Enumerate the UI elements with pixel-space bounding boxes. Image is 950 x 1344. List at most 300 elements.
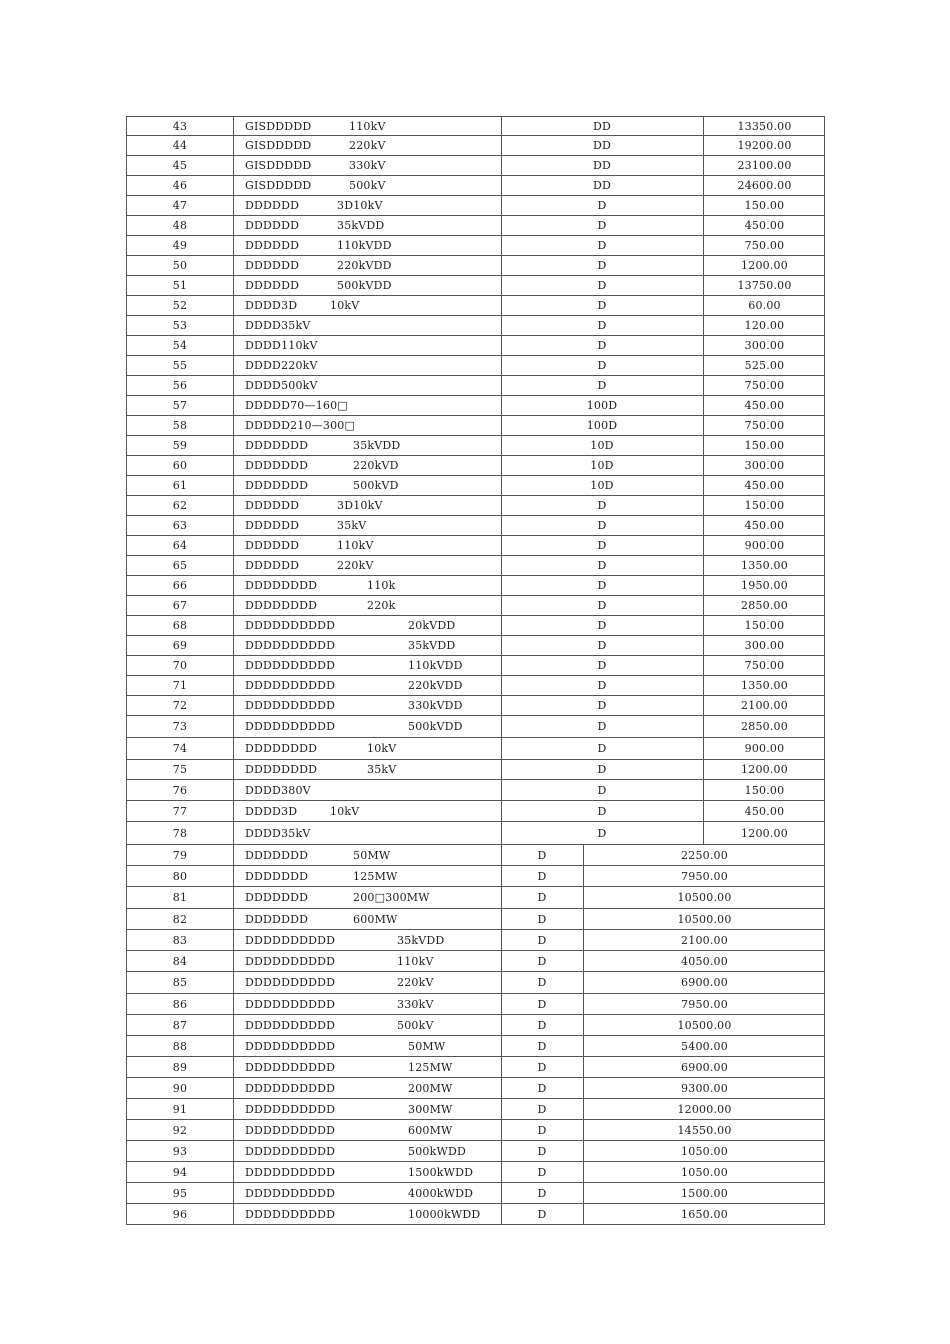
row-number: 92 <box>172 1123 188 1137</box>
row-number: 53 <box>172 319 188 332</box>
item-unit: D <box>537 912 547 926</box>
item-spec: 35kVDD <box>337 219 385 232</box>
table-row <box>126 1036 825 1057</box>
item-name: DDDDDD <box>245 239 300 252</box>
item-unit: D <box>537 933 547 947</box>
item-name: DDDDDDD <box>245 912 309 926</box>
table-row <box>126 1015 825 1036</box>
column-divider <box>233 636 234 655</box>
table-row <box>126 1120 825 1141</box>
row-number: 48 <box>172 219 188 232</box>
item-spec: 200□300MW <box>353 891 430 904</box>
item-name: DDDDDDDDDD <box>245 1102 336 1116</box>
item-spec: 35kVDD <box>353 439 401 452</box>
item-price: 6900.00 <box>681 1060 728 1074</box>
column-divider <box>233 909 234 929</box>
column-divider <box>233 1141 234 1161</box>
row-number: 93 <box>172 1144 188 1158</box>
item-spec: 300MW <box>408 1102 453 1116</box>
row-number: 44 <box>172 139 188 152</box>
column-divider <box>233 1015 234 1035</box>
column-divider <box>233 1162 234 1182</box>
column-divider <box>233 196 234 215</box>
item-unit: D <box>597 299 607 312</box>
item-unit: D <box>597 763 607 776</box>
row-number: 62 <box>172 499 188 512</box>
item-name: DDDDDD <box>245 199 300 212</box>
item-spec: 500kVDD <box>337 279 392 292</box>
table-row <box>126 296 825 316</box>
price-table <box>126 116 825 1225</box>
item-spec: 110kV <box>349 119 386 133</box>
item-unit: 100D <box>586 399 618 412</box>
item-spec: 220kV <box>397 976 434 989</box>
row-number: 47 <box>172 199 188 212</box>
row-number: 80 <box>172 869 188 883</box>
table-row <box>126 356 825 376</box>
column-divider <box>233 716 234 737</box>
row-number: 76 <box>172 783 188 797</box>
table-row <box>126 1183 825 1204</box>
item-unit: D <box>537 1123 547 1137</box>
column-divider <box>233 656 234 675</box>
item-name: DDDDDDDDDD <box>245 619 336 632</box>
item-unit: D <box>597 559 607 572</box>
column-divider <box>233 396 234 415</box>
item-name: DDDD3D <box>245 299 298 312</box>
table-row <box>126 716 825 738</box>
item-unit: D <box>597 239 607 252</box>
item-name: DDDD380V <box>245 783 311 797</box>
table-row <box>126 376 825 396</box>
item-price: 2250.00 <box>681 848 728 862</box>
item-price: 9300.00 <box>681 1081 728 1095</box>
item-unit: D <box>597 599 607 612</box>
item-spec: 3D10kV <box>337 499 383 512</box>
column-divider <box>233 536 234 555</box>
item-unit: D <box>537 997 547 1011</box>
table-row <box>126 196 825 216</box>
row-number: 86 <box>172 997 188 1011</box>
column-divider <box>233 1204 234 1224</box>
item-name: DDDD35kV <box>245 826 311 840</box>
table-row <box>126 576 825 596</box>
column-divider <box>233 316 234 335</box>
item-name: DDDDD70—160□ <box>245 399 348 412</box>
item-spec: 125MW <box>408 1060 453 1074</box>
item-spec: 330kVDD <box>408 699 463 712</box>
column-divider <box>233 738 234 759</box>
item-unit: D <box>537 1060 547 1074</box>
row-number: 73 <box>172 720 188 733</box>
item-unit: DD <box>592 179 612 192</box>
table-row <box>126 1141 825 1162</box>
item-price: 750.00 <box>744 659 785 672</box>
item-spec: 500kVDD <box>408 720 463 733</box>
item-spec: 110k <box>367 579 396 592</box>
item-price: 150.00 <box>744 439 785 452</box>
row-number: 90 <box>172 1081 188 1095</box>
item-price: 525.00 <box>744 359 785 372</box>
item-name: DDDDDD <box>245 519 300 532</box>
item-price: 13750.00 <box>737 279 792 292</box>
table-row <box>126 1099 825 1120</box>
column-divider <box>233 801 234 821</box>
item-unit: DD <box>592 159 612 172</box>
table-row <box>126 1162 825 1183</box>
item-price: 750.00 <box>744 419 785 432</box>
row-number: 69 <box>172 639 188 652</box>
row-number: 67 <box>172 599 188 612</box>
item-spec: 4000kWDD <box>408 1186 474 1200</box>
table-row <box>126 436 825 456</box>
row-number: 64 <box>172 539 188 552</box>
item-unit: D <box>597 619 607 632</box>
item-unit: D <box>597 783 607 797</box>
item-price: 900.00 <box>744 539 785 552</box>
item-name: GISDDDDD <box>245 119 312 133</box>
table-row <box>126 456 825 476</box>
item-name: DDDDDDDDDD <box>245 954 336 968</box>
table-row <box>126 951 825 972</box>
item-name: DDDDDDD <box>245 848 309 862</box>
table-row <box>126 1078 825 1099</box>
column-divider <box>233 994 234 1014</box>
column-divider <box>233 1183 234 1203</box>
item-price: 300.00 <box>744 339 785 352</box>
column-divider <box>233 596 234 615</box>
item-price: 900.00 <box>744 742 785 755</box>
column-divider <box>233 1078 234 1098</box>
table-row <box>126 476 825 496</box>
row-number: 56 <box>172 379 188 392</box>
item-spec: 500kWDD <box>408 1144 467 1158</box>
item-spec: 330kV <box>349 159 386 172</box>
item-price: 150.00 <box>744 499 785 512</box>
item-unit: D <box>597 699 607 712</box>
item-spec: 220kV <box>337 559 374 572</box>
item-name: DDDD3D <box>245 804 298 818</box>
item-unit: D <box>537 1144 547 1158</box>
item-unit: D <box>537 869 547 883</box>
item-unit: D <box>597 826 607 840</box>
column-divider <box>233 416 234 435</box>
column-divider <box>233 845 234 865</box>
item-name: DDDDDD <box>245 259 300 272</box>
row-number: 81 <box>172 891 188 904</box>
table-row <box>126 972 825 994</box>
item-name: DDDDDD <box>245 499 300 512</box>
item-price: 13350.00 <box>737 119 792 133</box>
item-price: 1650.00 <box>681 1207 728 1221</box>
item-unit: D <box>597 804 607 818</box>
item-price: 300.00 <box>744 459 785 472</box>
table-row <box>126 216 825 236</box>
table-row <box>126 596 825 616</box>
column-divider <box>233 276 234 295</box>
item-name: DDDDDDDDDD <box>245 1123 336 1137</box>
item-unit: D <box>597 579 607 592</box>
item-name: DDDDDDD <box>245 439 309 452</box>
row-number: 52 <box>172 299 188 312</box>
row-number: 83 <box>172 933 188 947</box>
item-price: 5400.00 <box>681 1039 728 1053</box>
item-name: DDDDDDDDDD <box>245 699 336 712</box>
item-name: DDDDDDDD <box>245 742 318 755</box>
row-number: 82 <box>172 912 188 926</box>
row-number: 85 <box>172 976 188 989</box>
item-unit: D <box>597 720 607 733</box>
row-number: 46 <box>172 179 188 192</box>
item-price: 7950.00 <box>681 997 728 1011</box>
table-row <box>126 845 825 866</box>
column-divider <box>233 496 234 515</box>
item-price: 2850.00 <box>741 720 788 733</box>
item-price: 10500.00 <box>677 1018 732 1032</box>
item-name: DDDD35kV <box>245 319 311 332</box>
row-number: 94 <box>172 1165 188 1179</box>
item-spec: 110kV <box>397 954 434 968</box>
item-name: DDDDDDD <box>245 891 309 904</box>
item-unit: D <box>597 219 607 232</box>
item-name: DDDDDDDDDD <box>245 1207 336 1221</box>
item-price: 450.00 <box>744 519 785 532</box>
column-divider <box>233 516 234 535</box>
item-unit: D <box>597 679 607 692</box>
item-price: 23100.00 <box>737 159 792 172</box>
row-number: 43 <box>172 119 188 133</box>
item-unit: DD <box>592 139 612 152</box>
column-divider <box>233 951 234 971</box>
item-price: 1950.00 <box>741 579 788 592</box>
item-spec: 20kVDD <box>408 619 456 632</box>
item-spec: 35kV <box>337 519 367 532</box>
table-row <box>126 136 825 156</box>
item-name: DDDDDD <box>245 279 300 292</box>
item-price: 1500.00 <box>681 1186 728 1200</box>
item-spec: 50MW <box>408 1039 446 1053</box>
row-number: 79 <box>172 848 188 862</box>
item-unit: D <box>537 1081 547 1095</box>
item-name: DDDDDD <box>245 219 300 232</box>
item-spec: 3D10kV <box>337 199 383 212</box>
column-divider <box>233 760 234 779</box>
item-name: DDDDDDDD <box>245 599 318 612</box>
table-row <box>126 676 825 696</box>
item-spec: 600MW <box>353 912 398 926</box>
item-price: 1050.00 <box>681 1165 728 1179</box>
table-row <box>126 496 825 516</box>
item-price: 450.00 <box>744 804 785 818</box>
item-name: DDDDDDDDDD <box>245 976 336 989</box>
row-number: 66 <box>172 579 188 592</box>
item-unit: D <box>597 379 607 392</box>
item-name: DDDDDD <box>245 539 300 552</box>
item-name: DDDDDD <box>245 559 300 572</box>
row-number: 96 <box>172 1207 188 1221</box>
column-divider <box>233 436 234 455</box>
item-name: DDDDDDDDDD <box>245 1144 336 1158</box>
table-row <box>126 556 825 576</box>
item-price: 10500.00 <box>677 891 732 904</box>
table-row <box>126 516 825 536</box>
item-unit: D <box>537 1102 547 1116</box>
item-name: DDDDD210—300□ <box>245 419 356 432</box>
item-name: DDDD220kV <box>245 359 318 372</box>
item-unit: D <box>597 519 607 532</box>
row-number: 63 <box>172 519 188 532</box>
column-divider <box>233 456 234 475</box>
item-price: 24600.00 <box>737 179 792 192</box>
row-number: 54 <box>172 339 188 352</box>
item-price: 150.00 <box>744 783 785 797</box>
column-divider <box>233 336 234 355</box>
item-spec: 10kV <box>367 742 397 755</box>
column-divider <box>233 930 234 950</box>
row-number: 59 <box>172 439 188 452</box>
item-price: 1050.00 <box>681 1144 728 1158</box>
item-name: DDDDDDDDDD <box>245 720 336 733</box>
table-row <box>126 801 825 822</box>
column-divider <box>233 176 234 195</box>
item-name: DDDDDDDDDD <box>245 1081 336 1095</box>
table-row <box>126 416 825 436</box>
item-unit: 10D <box>590 459 614 472</box>
item-spec: 500kVD <box>353 479 399 492</box>
table-row <box>126 994 825 1015</box>
item-unit: D <box>537 891 547 904</box>
item-name: DDDDDDDDDD <box>245 1060 336 1074</box>
column-divider <box>233 676 234 695</box>
column-divider <box>233 616 234 635</box>
column-divider <box>233 556 234 575</box>
item-spec: 500kV <box>397 1018 434 1032</box>
column-divider <box>233 1120 234 1140</box>
row-number: 45 <box>172 159 188 172</box>
item-spec: 220kVD <box>353 459 399 472</box>
table-row <box>126 256 825 276</box>
item-spec: 600MW <box>408 1123 453 1137</box>
row-number: 84 <box>172 954 188 968</box>
column-divider <box>233 216 234 235</box>
item-unit: D <box>537 848 547 862</box>
column-divider <box>233 1057 234 1077</box>
item-spec: 110kV <box>337 539 374 552</box>
item-unit: D <box>537 1018 547 1032</box>
item-name: DDDDDDDDDD <box>245 1186 336 1200</box>
table-row <box>126 738 825 760</box>
row-number: 71 <box>172 679 188 692</box>
item-unit: D <box>597 742 607 755</box>
table-row <box>126 116 825 136</box>
item-unit: 100D <box>586 419 618 432</box>
item-unit: D <box>597 199 607 212</box>
item-spec: 110kVDD <box>337 239 392 252</box>
item-price: 2100.00 <box>681 933 728 947</box>
item-unit: D <box>537 1039 547 1053</box>
item-name: DDDDDDDDDD <box>245 639 336 652</box>
column-divider <box>233 1099 234 1119</box>
column-divider <box>233 887 234 908</box>
table-row <box>126 536 825 556</box>
table-row <box>126 396 825 416</box>
row-number: 75 <box>172 763 188 776</box>
item-price: 1200.00 <box>741 763 788 776</box>
table-row <box>126 760 825 780</box>
item-price: 750.00 <box>744 379 785 392</box>
item-unit: D <box>597 339 607 352</box>
row-number: 91 <box>172 1102 188 1116</box>
item-unit: D <box>537 1186 547 1200</box>
item-name: GISDDDDD <box>245 159 312 172</box>
item-unit: D <box>537 1165 547 1179</box>
table-row <box>126 822 825 845</box>
table-row <box>126 336 825 356</box>
column-divider <box>233 136 234 155</box>
item-name: DDDDDDDDDD <box>245 1039 336 1053</box>
item-unit: D <box>597 359 607 372</box>
row-number: 74 <box>172 742 188 755</box>
row-number: 51 <box>172 279 188 292</box>
column-divider <box>233 476 234 495</box>
row-number: 57 <box>172 399 188 412</box>
table-row <box>126 696 825 716</box>
item-unit: D <box>597 639 607 652</box>
item-name: GISDDDDD <box>245 139 312 152</box>
column-divider <box>233 296 234 315</box>
column-divider <box>233 780 234 800</box>
table-row <box>126 780 825 801</box>
row-number: 60 <box>172 459 188 472</box>
row-number: 50 <box>172 259 188 272</box>
column-divider <box>233 576 234 595</box>
row-number: 58 <box>172 419 188 432</box>
item-spec: 10000kWDD <box>408 1207 481 1221</box>
column-divider <box>233 696 234 715</box>
row-number: 68 <box>172 619 188 632</box>
item-spec: 35kVDD <box>408 639 456 652</box>
item-price: 750.00 <box>744 239 785 252</box>
item-price: 120.00 <box>744 319 785 332</box>
table-row <box>126 616 825 636</box>
row-number: 95 <box>172 1186 188 1200</box>
column-divider <box>233 356 234 375</box>
item-name: DDDDDDD <box>245 869 309 883</box>
item-name: DDDDDDDDDD <box>245 933 336 947</box>
item-price: 1350.00 <box>741 679 788 692</box>
item-price: 450.00 <box>744 479 785 492</box>
item-unit: DD <box>592 119 612 133</box>
table-row <box>126 176 825 196</box>
item-name: DDDDDDDDDD <box>245 659 336 672</box>
item-unit: 10D <box>590 439 614 452</box>
table-row <box>126 276 825 296</box>
table-row <box>126 1204 825 1225</box>
item-price: 60.00 <box>748 299 781 312</box>
table-row <box>126 1057 825 1078</box>
item-price: 14550.00 <box>677 1123 732 1137</box>
column-divider <box>233 866 234 886</box>
column-divider <box>233 972 234 993</box>
item-price: 1200.00 <box>741 259 788 272</box>
item-spec: 50MW <box>353 848 391 862</box>
row-number: 78 <box>172 826 188 840</box>
item-unit: D <box>537 976 547 989</box>
item-price: 150.00 <box>744 619 785 632</box>
item-spec: 220kVDD <box>337 259 392 272</box>
item-price: 300.00 <box>744 639 785 652</box>
item-spec: 220kV <box>349 139 386 152</box>
